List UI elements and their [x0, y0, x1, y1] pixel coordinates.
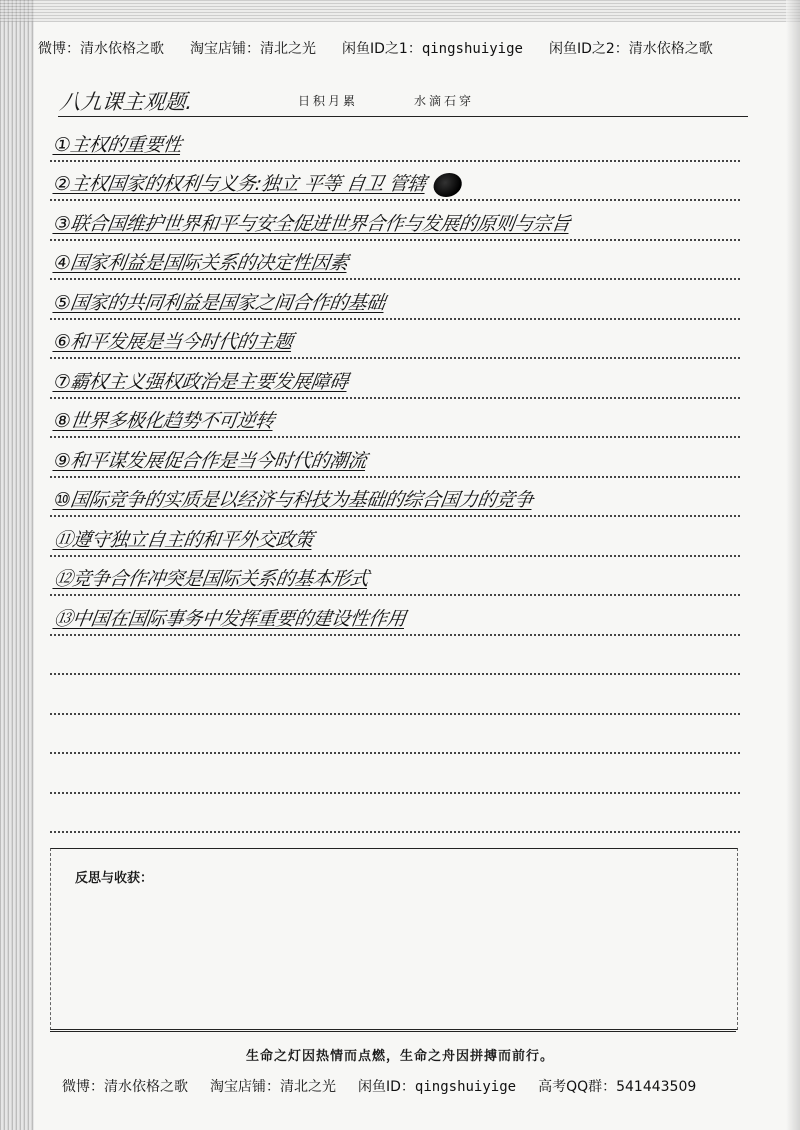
note-line	[50, 201, 740, 241]
footer-qq-group: 高考QQ群：541443509	[538, 1079, 697, 1095]
note-line	[50, 359, 740, 399]
title-row	[58, 82, 748, 117]
note-text: ⑩国际竞争的实质是以经济与科技为基础的综合国力的竞争	[52, 489, 535, 511]
scan-shadow-right	[786, 0, 800, 1130]
note-text-inner: ②主权国家的权利与义务:独立 平等 自卫 管辖	[52, 172, 428, 195]
footer-xianyu-label: 闲鱼ID：	[358, 1079, 415, 1095]
note-text: ⑬中国在国际事务中发挥重要的建设性作用	[52, 607, 407, 630]
note-line-empty	[50, 754, 740, 794]
header-weibo: 微博：清水依格之歌	[38, 41, 164, 57]
note-text: ⑤国家的共同利益是国家之间合作的基础	[52, 291, 387, 314]
notes-list	[50, 122, 740, 833]
note-line-empty	[50, 636, 740, 676]
scan-shadow-left	[0, 0, 34, 1130]
note-line-empty	[50, 675, 740, 715]
header-xianyu-1	[342, 38, 523, 58]
note-text: ⑥和平发展是当今时代的主题	[52, 331, 294, 353]
note-line	[50, 478, 740, 518]
label-accumulate: 日积月累	[298, 94, 359, 108]
note-line-empty	[50, 715, 740, 755]
label-persevere: 水滴石穿	[414, 94, 475, 108]
note-text: ③联合国维护世界和平与安全促进世界合作与发展的原则与宗旨	[52, 212, 572, 235]
note-line	[50, 241, 740, 281]
note-text: ④国家利益是国际关系的决定性因素	[52, 252, 350, 274]
note-text: ①主权的重要性	[52, 133, 183, 156]
footer-xianyu-id: qingshuiyige	[414, 1079, 517, 1095]
note-text: ⑫竞争合作冲突是国际关系的基本形式	[52, 568, 370, 590]
page-footer	[62, 1076, 782, 1096]
note-line-empty	[50, 794, 740, 834]
footer-weibo: 微博：清水依格之歌	[62, 1079, 188, 1095]
note-line	[50, 162, 740, 202]
note-line	[50, 438, 740, 478]
note-line	[50, 122, 740, 162]
note-text	[52, 169, 464, 197]
ink-blot-icon	[432, 172, 463, 196]
note-text: ⑦霸权主义强权政治是主要发展障碍	[52, 370, 350, 393]
note-line	[50, 399, 740, 439]
header-taobao: 淘宝店铺：清北之光	[190, 41, 316, 57]
scan-shadow-top	[0, 0, 800, 22]
note-line	[50, 517, 740, 557]
header-xianyu-2: 闲鱼ID之2：清水依格之歌	[548, 41, 713, 57]
footer-divider	[50, 1031, 736, 1032]
note-line	[50, 596, 740, 636]
header-xianyu-1-label: 闲鱼ID之1：	[342, 41, 422, 57]
header-xianyu-1-id: qingshuiyige	[421, 41, 523, 57]
note-text: ⑨和平谋发展促合作是当今时代的潮流	[52, 449, 368, 472]
note-text: ⑧世界多极化趋势不可逆转	[52, 410, 276, 432]
reflection-label: 反思与收获：	[75, 871, 154, 886]
footer-motto: 生命之灯因热情而点燃，生命之舟因拼搏而前行。	[245, 1049, 554, 1064]
note-line	[50, 557, 740, 597]
note-text: ⑪遵守独立自主的和平外交政策	[52, 528, 315, 551]
note-line	[50, 320, 740, 360]
footer-xianyu	[358, 1076, 516, 1096]
page-header	[38, 38, 778, 58]
note-line	[50, 280, 740, 320]
reflection-box	[50, 848, 738, 1030]
page-title: 八九课主观题.	[58, 90, 194, 114]
footer-taobao: 淘宝店铺：清北之光	[210, 1079, 336, 1095]
